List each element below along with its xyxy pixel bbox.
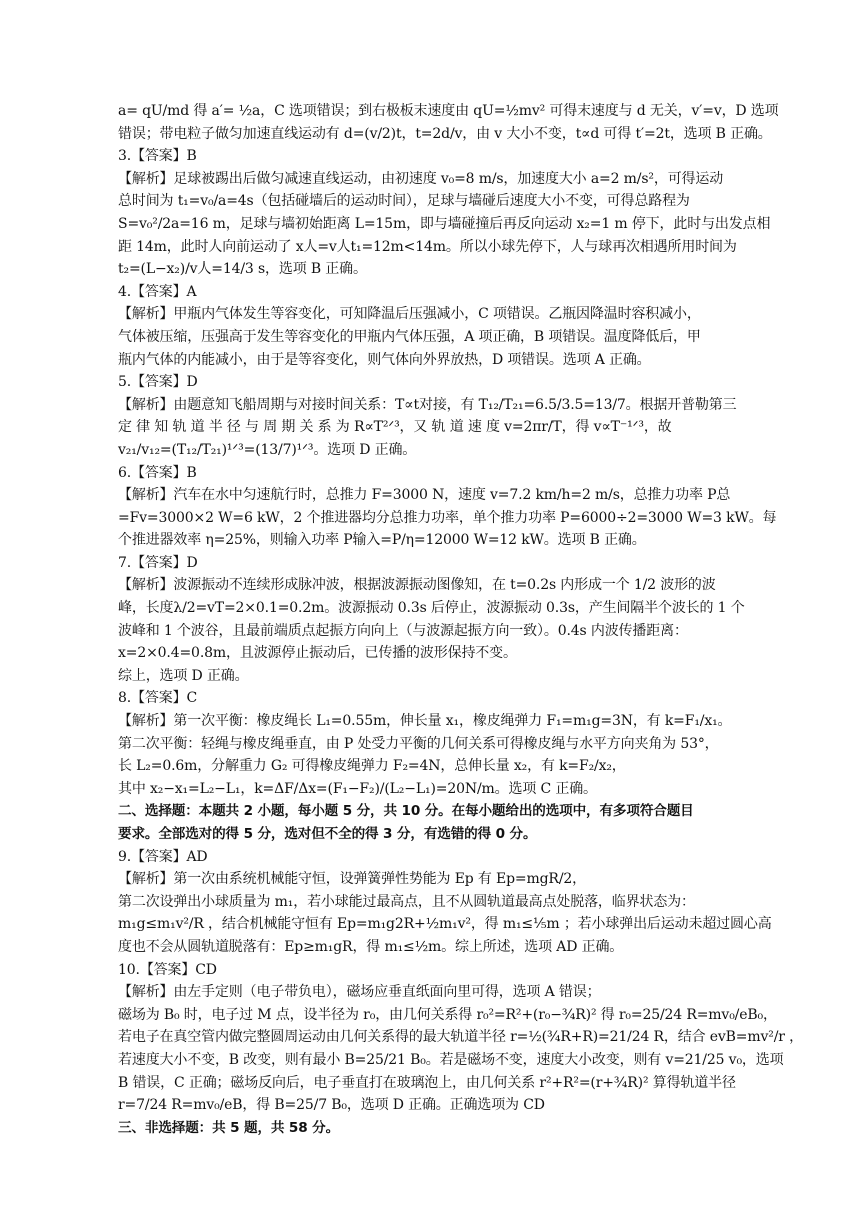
section-heading: 要求。全部选对的得 5 分，选对但不全的得 3 分，有选错的得 0 分。 xyxy=(118,826,537,842)
text-line: =Fv=3000×2 W=6 kW，2 个推进器均分总推力功率，单个推力功率 P=6000÷2=3000 W=3 kW。每 xyxy=(118,509,777,526)
answer-heading: 7.【答案】D xyxy=(118,554,198,571)
answer-heading: 9.【答案】AD xyxy=(118,848,208,865)
text-line: 若速度大小不变，B 改变，则有最小 B=25/21 B₀。若是磁场不变，速度大小改变，则有 v=21/25 v₀，选项 xyxy=(118,1051,784,1068)
text-line: 【解析】由题意知飞船周期与对接时间关系：T∝t对接，有 T₁₂/T₂₁=6.5/3.5=13/7。根据开普勒第三 xyxy=(118,396,737,413)
text-line: t₂=(L−x₂)/v人=14/3 s，选项 B 正确。 xyxy=(118,261,367,278)
text-line: 度也不会从圆轨道脱落有：Ep≥m₁gR，得 m₁≤½m。综上所述，选项 AD 正确。 xyxy=(118,938,624,955)
text-line: 个推进器效率 η=25%，则输入功率 P输入=P/η=12000 W=12 kW。选项 B 正确。 xyxy=(118,532,646,549)
section-heading: 三、非选择题：共 5 题，共 58 分。 xyxy=(118,1119,340,1136)
text-line: x=2×0.4=0.8m，且波源停止振动后，已传播的波形保持不变。 xyxy=(118,645,517,662)
text-line: 第二次设弹出小球质量为 m₁，若小球能过最高点，且不从圆轨道最高点处脱落，临界状态为： xyxy=(118,893,695,910)
text-line: 长 L₂=0.6m，分解重力 G₂ 可得橡皮绳弹力 F₂=4N，总伸长量 x₂，有 k=F₂/x₂， xyxy=(118,758,626,775)
text-line: m₁g≤m₁v²/R ，结合机械能守恒有 Ep=m₁g2R+½m₁v²，得 m₁≤⅕m ；若小球弹出后运动未超过圆心高 xyxy=(118,916,772,933)
text-line: 气体被压缩，压强高于发生等容变化的甲瓶内气体压强，A 项正确，B 项错误。温度降低后，甲 xyxy=(118,328,701,345)
section-heading: 二、选择题：本题共 2 小题，每小题 5 分，共 10 分。在每小题给出的选项中，有多项符合题目 xyxy=(118,803,694,820)
text-line: 其中 x₂−x₁=L₂−L₁，k=ΔF/Δx=(F₁−F₂)/(L₂−L₁)=20N/m。选项 C 正确。 xyxy=(118,780,597,797)
text-line: 错误；带电粒子做匀加速直线运动有 d=(v/2)t，t=2d/v，由 v 大小不变，t∝d 可得 t′=2t，选项 B 正确。 xyxy=(118,125,772,142)
text-line: 【解析】第一次平衡：橡皮绳长 L₁=0.55m，伸长量 x₁，橡皮绳弹力 F₁=m₁g=3N，有 k=F₁/x₁。 xyxy=(118,713,732,730)
text-line: 定 律 知 轨 道 半 径 与 周 期 关 系 为 R∝T²ᐟ³，又 轨 道 速 度 v=2πr/T，得 v∝T⁻¹ᐟ³，故 xyxy=(118,419,672,436)
text-line: 【解析】由左手定则（电子带负电），磁场应垂直纸面向里可得，选项 A 错误； xyxy=(118,984,601,1001)
text-line: 综上，选项 D 正确。 xyxy=(118,667,249,684)
text-line: 波峰和 1 个波谷，且最前端质点起振方向向上（与波源起振方向一致）。0.4s 内波传播距离： xyxy=(118,622,688,639)
answer-heading: 10.【答案】CD xyxy=(118,961,217,978)
text-line: S=v₀²/2a=16 m，足球与墙初始距离 L=15m，即与墙碰撞后再反向运动 x₂=1 m 停下，此时与出发点相 xyxy=(118,215,771,232)
text-line: r=7/24 R=mv₀/eB，得 B=25/7 B₀，选项 D 正确。正确选项为 CD xyxy=(118,1097,545,1114)
text-line: a= qU/md 得 a′= ½a，C 选项错误；到右极板末速度由 qU=½mv² 可得末速度与 d 无关，v′=v，D 选项 xyxy=(118,103,779,119)
answer-heading: 5.【答案】D xyxy=(118,374,198,391)
text-line: 【解析】第一次由系统机械能守恒，设弹簧弹性势能为 Ep 有 Ep=mgR/2， xyxy=(118,871,586,888)
text-line: 【解析】波源振动不连续形成脉冲波，根据波源振动图像知，在 t=0.2s 内形成一个 1/2 波形的波 xyxy=(118,577,716,594)
text-line: 峰，长度λ/2=vT=2×0.1=0.2m。波源振动 0.3s 后停止，波源振动 0.3s，产生间隔半个波长的 1 个 xyxy=(118,600,745,617)
text-line: 距 14m，此时人向前运动了 x人=v人t₁=12m<14m。所以小球先停下，人与球再次相遇所用时间为 xyxy=(118,238,737,255)
text-line: 若电子在真空管内做完整圆周运动由几何关系得的最大轨道半径 r=½(¾R+R)=21/24 R，结合 evB=mv²/r ， xyxy=(118,1029,803,1046)
answer-heading: 3.【答案】B xyxy=(118,148,197,165)
answer-heading: 4.【答案】A xyxy=(118,283,197,300)
text-line: 磁场为 B₀ 时，电子过 M 点，设半径为 r₀，由几何关系得 r₀²=R²+(r₀−¾R)² 得 r₀=25/24 R=mv₀/eB₀， xyxy=(118,1006,777,1023)
text-line: v₂₁/v₁₂=(T₁₂/T₂₁)¹ᐟ³=(13/7)¹ᐟ³。选项 D 正确。 xyxy=(118,441,417,458)
text-line: 【解析】汽车在水中匀速航行时，总推力 F=3000 N，速度 v=7.2 km/h=2 m/s，总推力功率 P总 xyxy=(118,487,731,504)
text-line: 瓶内气体的内能减小，由于是等容变化，则气体向外界放热，D 项错误。选项 A 正确。 xyxy=(118,351,651,368)
answer-page xyxy=(118,100,803,1139)
text-line: 第二次平衡：轻绳与橡皮绳垂直，由 P 处受力平衡的几何关系可得橡皮绳与水平方向夹角为 53°， xyxy=(118,735,719,752)
text-line: B 错误，C 正确；磁场反向后，电子垂直打在玻璃泡上，由几何关系 r²+R²=(r+¾R)² 算得轨道半径 xyxy=(118,1074,736,1091)
text-line: 【解析】甲瓶内气体发生等容变化，可知降温后压强减小，C 项错误。乙瓶因降温时容积减小， xyxy=(118,306,701,323)
answer-heading: 8.【答案】C xyxy=(118,690,198,707)
answer-heading: 6.【答案】B xyxy=(118,464,197,481)
text-line: 总时间为 t₁=v₀/a=4s（包括碰墙后的运动时间），足球与墙碰后速度大小不变，可得总路程为 xyxy=(118,193,690,210)
text-line: 【解析】足球被踢出后做匀减速直线运动，由初速度 v₀=8 m/s，加速度大小 a=2 m/s²，可得运动 xyxy=(118,170,724,187)
